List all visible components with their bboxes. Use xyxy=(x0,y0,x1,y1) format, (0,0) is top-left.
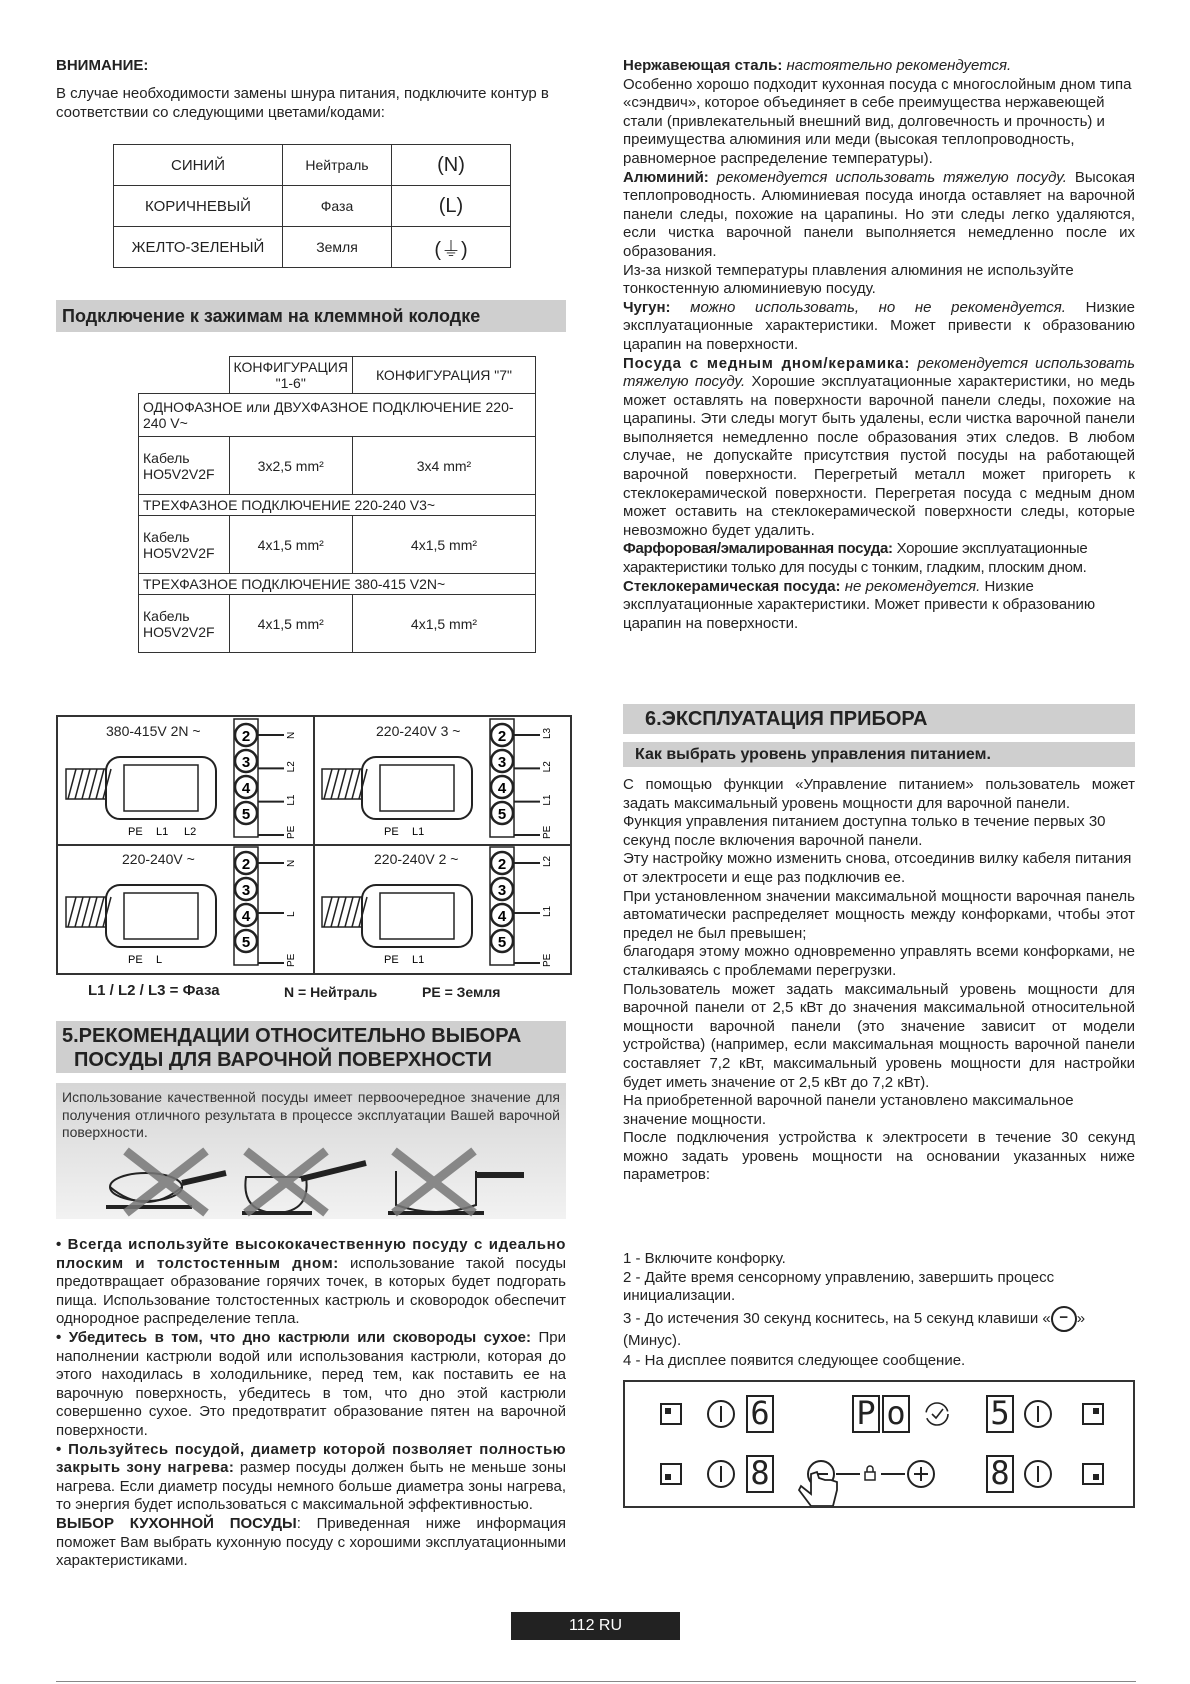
cable-mark xyxy=(68,897,76,927)
legend-earth: PE = Земля xyxy=(422,984,501,1000)
diagram-1-title: 380-415V 2N ~ xyxy=(106,723,201,739)
side-label: N xyxy=(286,731,297,739)
bottom-label: L1 xyxy=(156,826,169,838)
cable-mark xyxy=(338,769,346,799)
step-2: 2 - Дайте время сенсорному управлению, завершить процесс инициализации. xyxy=(623,1268,1055,1305)
bullet-2: • Убедитесь в том, что дно кастрюли или сковороды сухое: При наполнении кастрюли водой или использования кастрюли, которая до этого находилась в холодильнике, перед тем, как поставить ее на варочную поверхность, убедитесь в том, что дно этой кастрюли совершенно сухое. Это предотвратит образование пятен на варочной поверхности. xyxy=(56,1328,567,1439)
section6-title: 6.ЭКСПЛУАТАЦИЯ ПРИБОРА xyxy=(623,704,1135,734)
cable-mark xyxy=(331,769,339,799)
timer-icon xyxy=(926,1403,948,1425)
cable-mark xyxy=(345,769,353,799)
side-label: PE xyxy=(286,953,297,967)
terminal-number: 3 xyxy=(497,882,507,899)
color-table xyxy=(113,144,511,268)
steps xyxy=(623,1250,1135,1371)
cable-mark xyxy=(324,897,332,927)
power-icon[interactable] xyxy=(708,1461,734,1487)
page-number: 112 RU xyxy=(511,1612,680,1640)
bullet-1: • Всегда используйте высококачественную посуду с идеально плоским и толстостенным дном: использование такой посуды предотвращает образование горячих точек, в которых будет подгорать пища. Использование толстостенных кастрюль и сковородок обеспечит однородное распределение тепла. xyxy=(56,1236,566,1328)
cookware-illustration xyxy=(96,1147,526,1217)
zone-indicator-icon xyxy=(1083,1404,1103,1424)
cable-mark xyxy=(331,897,339,927)
legend-phase: L1 / L2 / L3 = Фаза xyxy=(88,982,220,999)
display-digit: 8 xyxy=(750,1454,770,1492)
diagram-3-title: 220-240V ~ xyxy=(122,851,195,867)
cable-mark xyxy=(345,897,353,927)
terminal-block xyxy=(380,893,454,939)
side-label: PE xyxy=(542,953,553,967)
porcelain-text: Фарфоровая/эмалированная посуда: Хорошие эксплуатационные характеристики только для посуды с тонким, гладким, плоским дном. xyxy=(623,540,1088,577)
iron-text: Чугун: можно использовать, но не рекомендуется. Низкие эксплуатационные характеристики. Может привести к образованию царапин на поверхности. xyxy=(623,298,1135,353)
aluminium-text-2: Из-за низкой температуры плавления алюминия не используйте тонкостенную алюминиевую посуду. xyxy=(623,261,1074,298)
wiring-diagram xyxy=(56,715,572,975)
zone-indicator-icon xyxy=(1083,1464,1103,1484)
diagram-4-title: 220-240V 2 ~ xyxy=(374,851,459,867)
side-label: L2 xyxy=(542,855,553,867)
side-label: PE xyxy=(542,825,553,839)
cable-mark xyxy=(96,769,104,799)
table-row: ЖЕЛТО-ЗЕЛЕНЫЙ Земля (⏚) xyxy=(114,227,511,268)
side-label: L xyxy=(286,911,297,917)
step-3-minus: (Минус). xyxy=(623,1331,682,1349)
terminal-number: 5 xyxy=(497,806,507,823)
cable-mark xyxy=(338,897,346,927)
step-1: 1 - Включите конфорку. xyxy=(623,1250,786,1267)
cookware-types xyxy=(623,57,1135,633)
cable-mark xyxy=(96,897,104,927)
cable-mark xyxy=(75,897,83,927)
terminal-number: 4 xyxy=(241,908,251,925)
side-label: L1 xyxy=(286,794,297,806)
copper-text: Посуда с медным дном/керамика: рекомендуется использовать тяжелую посуду. Хорошие эксплуатационные характеристики, но медь может оставлять на поверхности варочной панели следы, похожие на царапины. Эти следы могут быть удалены, если чистка варочной панели выполняется немедленно после образования этих следов. В любом случае, не допускайте присутствия пустой посуды на работающей варочной поверхности. Перегретый металл может пригореть к стеклокерамической поверхности. Перегретая посуда с медным дном может оставить на стеклокерамической поверхности следы, которые невозможно будет удалить. xyxy=(623,354,1135,539)
aluminium-text: Алюминий: рекомендуется использовать тяжелую посуду. Высокая теплопроводность. Алюминиевая посуда иногда оставляет на варочной панели следы, похожие на царапины. Но эти следы легко удаляются, если чистка варочной панели выполняется немедленно после их образования. xyxy=(623,168,1135,260)
step-4: 4 - На дисплее появится следующее сообщение. xyxy=(623,1352,966,1370)
terminal-block xyxy=(380,765,454,811)
side-label: L3 xyxy=(542,727,553,739)
terminal-number: 3 xyxy=(497,754,507,771)
display-digit: 5 xyxy=(990,1394,1010,1432)
terminal-block xyxy=(106,885,216,947)
steel-heading: Нержавеющая сталь: настоятельно рекомендуется. xyxy=(623,57,1012,74)
table-row: КОРИЧНЕВЫЙ Фаза (L) xyxy=(114,186,511,227)
wiring-svg xyxy=(58,717,570,973)
step-3: 3 - До истечения 30 секунд коснитесь, на 5 секунд клавиши « − » xyxy=(623,1306,1135,1332)
steel-text: Особенно хорошо подходит кухонная посуда с многослойным дном типа «сэндвич», которое объединяет в себе преимущества нержавеющей стали (привлекательный внешний вид, долговечность и прочность) и преимущества алюминия или меди (высокая теплопроводность, равномерное распределение температуры). xyxy=(623,75,1132,167)
terminal-block xyxy=(106,757,216,819)
cable-mark xyxy=(89,897,97,927)
zone-indicator-icon xyxy=(661,1464,681,1484)
control-panel-svg xyxy=(625,1382,1133,1506)
diagram-2-title: 220-240V 3 ~ xyxy=(376,723,461,739)
terminal-number: 4 xyxy=(241,780,251,797)
intro-box xyxy=(56,1083,566,1219)
cable-mark xyxy=(82,897,90,927)
bottom-rule xyxy=(56,1681,1136,1682)
section5-intro: Использование качественной посуды имеет первоочередное значение для получения отличного результата в процессе эксплуатации Вашей варочной поверхности. xyxy=(62,1089,560,1140)
terminal-number: 5 xyxy=(241,806,251,823)
cable-mark xyxy=(89,769,97,799)
cable-mark xyxy=(68,769,76,799)
side-label: L2 xyxy=(542,761,553,773)
lock-icon[interactable] xyxy=(865,1466,875,1480)
bottom-label: PE xyxy=(128,954,143,966)
terminal-number: 5 xyxy=(241,934,251,951)
cable-mark xyxy=(82,769,90,799)
terminal-number: 4 xyxy=(497,780,507,797)
terminal-header: Подключение к зажимам на клеммной колодке xyxy=(56,300,566,332)
config-table: КОНФИГУРАЦИЯ "1-6" КОНФИГУРАЦИЯ "7" ОДНОФАЗНОЕ или ДВУХФАЗНОЕ ПОДКЛЮЧЕНИЕ 220-240 V~ Кабель HO5V2V2F 3x2,5 mm² 3x4 mm² ТРЕХФАЗНОЕ ПОДКЛЮЧЕНИЕ 220-240 V3~ Кабель HO5V2V2F 4x1,5 mm² 4x1,5 mm² ТРЕХФАЗНОЕ ПОДКЛЮЧЕНИЕ 380-415 V2N~ Кабель HO5V2V2F 4x1,5 mm² 4x1,5 mm² xyxy=(138,356,536,653)
terminal-block xyxy=(362,757,472,819)
bottom-label: L2 xyxy=(184,826,197,838)
terminal-number: 2 xyxy=(497,856,507,873)
side-label: L2 xyxy=(286,761,297,773)
terminal-block xyxy=(362,885,472,947)
power-management-text: С помощью функции «Управление питанием» пользователь может задать максимальный уровень мощности для варочной панели. Функция управления питанием доступна только в течение первых 30 секунд после включения варочной панели. Эту настройку можно изменить снова, отсоединив вилку кабеля питания от электросети и еще раз подключив ее. При установленном значении максимальной мощности варочная панель автоматически распределяет мощность между конфорками, чтобы этот предел не был превышен; благодаря этому можно одновременно управлять всеми конфорками, не сталкиваясь с проблемами перегрузки. Пользователь может задать максимальный уровень мощности для варочной панели от 2,5 кВт до значения максимальной относительной мощности варочной панели (это значение зависит от модели устройства) (например, если максимальная мощность варочной панели составляет 7,2 кВт, максимальный уровень мощности для настройки будет иметь значение от 2,5 кВт до 7,2 кВт). На приобретенной варочной панели установлено максимальное значение мощности. После подключения устройства к электросети в течение 30 секунд можно задать уровень мощности на основании указанных ниже параметров: xyxy=(623,776,1135,1184)
warning-title: ВНИМАНИЕ: xyxy=(56,57,149,74)
legend-neutral: N = Нейтраль xyxy=(284,984,378,1000)
terminal-block xyxy=(124,893,198,939)
minus-icon: − xyxy=(1051,1306,1077,1332)
bottom-label: PE xyxy=(384,954,399,966)
power-icon[interactable] xyxy=(1025,1401,1051,1427)
terminal-number: 5 xyxy=(497,934,507,951)
display-digit: 8 xyxy=(990,1454,1010,1492)
table-row: СИНИЙ Нейтраль (N) xyxy=(114,145,511,186)
display-digit: o xyxy=(886,1394,906,1432)
warning-text: В случае необходимости замены шнура питания, подключите контур в соответствии со следующими цветами/кодами: xyxy=(56,85,549,121)
power-icon[interactable] xyxy=(708,1401,734,1427)
finger-pointer-icon xyxy=(799,1472,837,1506)
glass-ceramic-text: Стеклокерамическая посуда: не рекомендуется. Низкие эксплуатационные характеристики. Может привести к образованию царапин на поверхности. xyxy=(623,577,1096,632)
bullet-3: • Пользуйтесь посудой, диаметр которой позволяет полностью закрыть зону нагрева: размер посуды должен быть не меньше зоны нагрева. Если диаметр посуды немного больше диаметра зоны нагрева, то энергия будет использоваться с максимальной эффективностью. xyxy=(56,1440,567,1514)
bottom-label: PE xyxy=(128,826,143,838)
bottom-label: L1 xyxy=(412,954,425,966)
display-digit: P xyxy=(856,1394,876,1432)
side-label: L1 xyxy=(542,794,553,806)
section6-subtitle: Как выбрать уровень управления питанием. xyxy=(623,742,1135,767)
terminal-number: 2 xyxy=(241,728,251,745)
side-label: N xyxy=(286,859,297,867)
display-digit: 6 xyxy=(750,1394,770,1432)
terminal-number: 3 xyxy=(241,882,251,899)
cable-mark xyxy=(352,897,360,927)
cable-mark xyxy=(324,769,332,799)
control-panel xyxy=(623,1380,1135,1508)
section5-title: 5.РЕКОМЕНДАЦИИ ОТНОСИТЕЛЬНО ВЫБОРА ПОСУДЫ ДЛЯ ВАРОЧНОЙ ПОВЕРХНОСТИ xyxy=(56,1021,566,1073)
power-icon[interactable] xyxy=(1025,1461,1051,1487)
terminal-number: 2 xyxy=(497,728,507,745)
cookware-bullets xyxy=(56,1236,566,1571)
bottom-label: PE xyxy=(384,826,399,838)
bottom-label: L xyxy=(156,954,163,966)
terminal-number: 2 xyxy=(241,856,251,873)
terminal-number: 3 xyxy=(241,754,251,771)
bottom-label: L1 xyxy=(412,826,425,838)
zone-indicator-icon xyxy=(661,1404,681,1424)
side-label: PE xyxy=(286,825,297,839)
cable-mark xyxy=(75,769,83,799)
terminal-block xyxy=(124,765,198,811)
cookware-choice: ВЫБОР КУХОННОЙ ПОСУДЫ: Приведенная ниже информация поможет Вам выбрать кухонную посуду с хорошими эксплуатационными характеристиками. xyxy=(56,1514,566,1570)
side-label: L1 xyxy=(542,905,553,917)
terminal-number: 4 xyxy=(497,908,507,925)
cable-mark xyxy=(352,769,360,799)
plus-button-icon[interactable] xyxy=(908,1461,934,1487)
